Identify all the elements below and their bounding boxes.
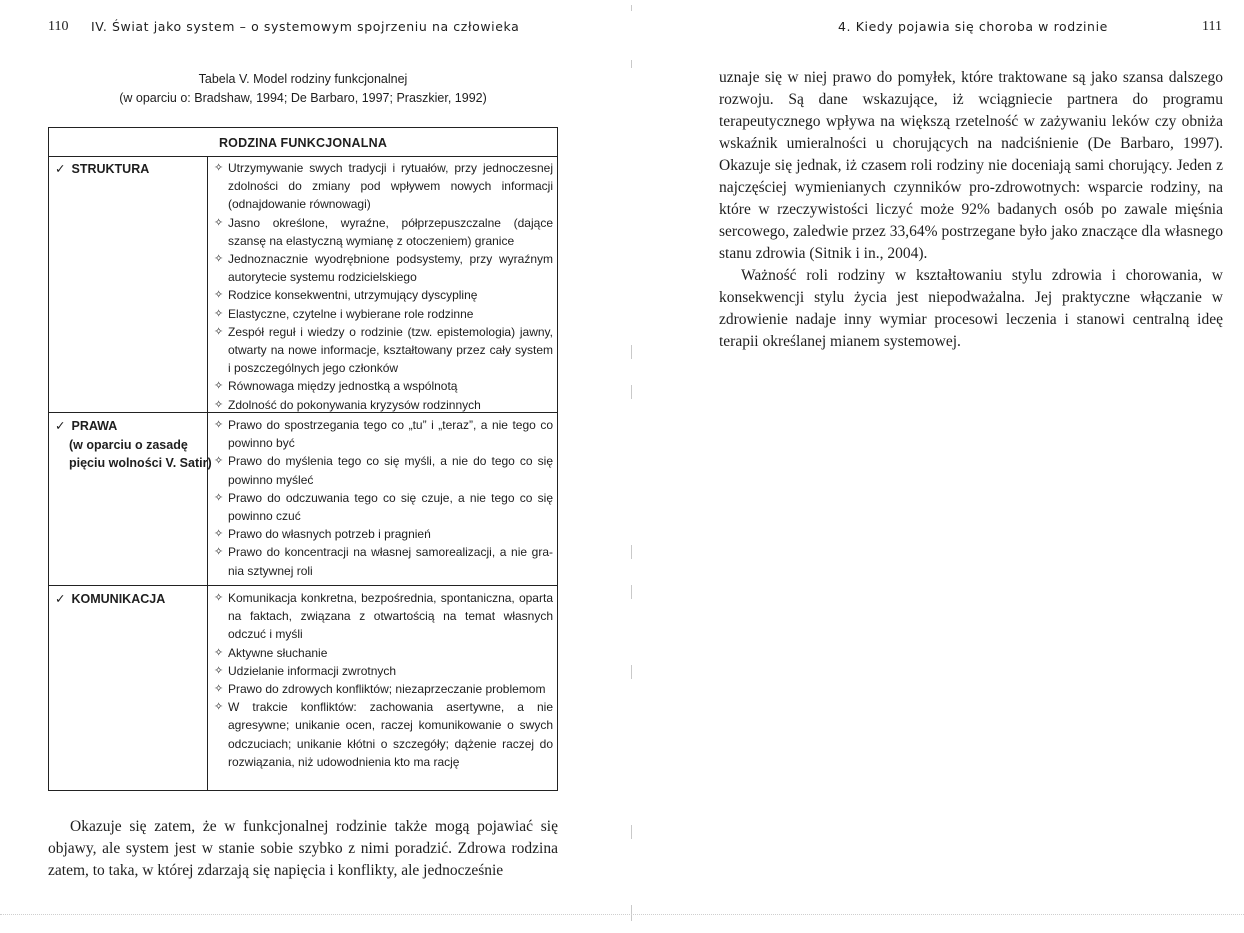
table-caption-title: Tabela V. Model rodziny funkcjonalnej (198, 72, 408, 86)
right-page-number: 111 (1202, 19, 1222, 34)
book-gutter (631, 0, 633, 933)
row-label-line: PRAWA (71, 419, 118, 433)
right-page-body (719, 67, 1223, 353)
right-page-paragraph-2: Ważność roli rodziny w kształtowaniu stylu zdrowia i chorowania, w konsekwencji stylu życia jest niepodważalna. Jej praktyczne włączanie w zdrowienie nadaje inny wymiar procesowi leczenia i stanowi centralną ideę terapii określanej mianem systemowej. (719, 267, 1223, 350)
diamond-bullet-icon: ✧ (214, 398, 224, 411)
table-caption (48, 70, 558, 108)
diamond-bullet-icon: ✧ (214, 491, 224, 504)
diamond-bullet-icon: ✧ (214, 664, 224, 677)
list-item: ✧ Jednoznacznie wyodrębnione podsystemy, przy wyraźnym autorytecie systemu rodzicielskiego (214, 252, 553, 285)
list-item: ✧ W trakcie konfliktów: zachowania asertywne, a nie agresywne; unikanie ocen, raczej komunikowanie o swych odczuciach; unikanie kłótni o szczegóły; dążenie raczej do rozwiązania, niż udowodnienia kto ma rację (214, 700, 553, 769)
list-item: ✧ Rodzice konsekwentni, utrzymujący dyscyplinę (214, 286, 553, 304)
diamond-bullet-icon: ✧ (214, 325, 224, 338)
diamond-bullet-icon: ✧ (214, 380, 224, 393)
list-item: ✧ Zdolność do pokonywania kryzysów rodzinnych (214, 396, 553, 414)
functional-family-table (48, 127, 558, 791)
table-row-struktura (49, 156, 557, 412)
list-item: ✧ Prawo do zdrowych konfliktów; niezaprzeczanie problemom (214, 680, 553, 698)
list-item: ✧ Prawo do koncentracji na własnej samorealizacji, a nie grania sztywnej roli (214, 545, 553, 578)
row-label-line: (w oparciu o zasadę (69, 437, 188, 452)
diamond-bullet-icon: ✧ (214, 253, 224, 266)
right-page-paragraph-1: uznaje się w niej prawo do pomyłek, które traktowane są jako szansa dalszego rozwoju. Są dane wskazujące, iż wciągniecie partnera do programu terapeutycznego wpływa na większą rzetelność w zażywaniu leków czy obniża wskaźnik umieralności u chorujących na nadciśnienie (De Barbaro, 1997). Okazuje się jednak, iż czasem roli rodziny nie doceniają sami chorujący. Jeden z najczęściej wymienianych czynników pro-zdrowotnych: wsparcie rodziny, na które w rzeczywistości liczyć może 92% badanych osób po zawale mięśnia sercowego, zaledwie przez 33,64% postrzegane było jako znaczące dla własnego stanu zdrowia (Sitnik i in., 2004). (719, 69, 1223, 262)
list-item: ✧ Komunikacja konkretna, bezpośrednia, spontaniczna, oparta na faktach, związana z otwartością na temat własnych odczuć i myśli (214, 591, 553, 642)
list-item: ✧ Prawo do odczuwania tego co się czuje, a nie tego co się powinno czuć (214, 490, 553, 524)
left-page-paragraph: Okazuje się zatem, że w funkcjonalnej rodzinie także mogą pojawiać się objawy, ale system jest w stanie sobie szybko z nimi poradzić. Zdrowa rodzina zatem, to taka, w której zdarzają się napięcia i konflikty, ale jednocześnie (48, 818, 558, 879)
list-item: ✧ Elastyczne, czytelne i wybierane role rodzinne (214, 305, 553, 323)
row-label (55, 417, 212, 473)
list-item: ✧ Aktywne słuchanie (214, 644, 553, 662)
diamond-bullet-icon: ✧ (214, 528, 224, 541)
diamond-bullet-icon: ✧ (214, 289, 224, 302)
row-label-line: KOMUNIKACJA (71, 592, 166, 606)
row-label (55, 590, 205, 609)
diamond-bullet-icon: ✧ (214, 162, 224, 174)
left-page-number: 110 (48, 19, 69, 34)
row-items (207, 156, 557, 412)
checkmark-icon: ✓ (55, 592, 66, 606)
page-bottom-edge (0, 914, 1244, 915)
checkmark-icon: ✓ (55, 419, 66, 433)
checkmark-icon: ✓ (55, 162, 66, 176)
diamond-bullet-icon: ✧ (214, 683, 224, 696)
row-label-line: pięciu wolności V. Satir) (69, 456, 212, 470)
list-item: ✧ Prawo do własnych potrzeb i pragnień (214, 525, 553, 543)
list-item: ✧ Udzielanie informacji zwrotnych (214, 662, 553, 680)
row-label-line: STRUKTURA (71, 162, 150, 176)
diamond-bullet-icon: ✧ (214, 701, 224, 714)
diamond-bullet-icon: ✧ (214, 592, 224, 604)
list-item: ✧ Zespół reguł i wiedzy o rodzinie (tzw. epistemologia) jawny, otwarty na nowe informacje, kształtowany przez cały system i poszczególnych jego członków (214, 324, 553, 376)
diamond-bullet-icon: ✧ (214, 455, 224, 468)
table-header: RODZINA FUNKCJONALNA (49, 128, 557, 157)
row-items (207, 413, 557, 585)
diamond-bullet-icon: ✧ (214, 216, 224, 229)
diamond-bullet-icon: ✧ (214, 646, 224, 659)
list-item: ✧ Prawo do spostrzegania tego co „tu” i „teraz”, a nie tego co powinno być (214, 418, 553, 451)
list-item: ✧ Równowaga między jednostką a wspólnotą (214, 377, 553, 395)
left-running-header: IV. Świat jako system – o systemowym spojrzeniu na człowieka (91, 19, 520, 34)
table-row-komunikacja (49, 585, 557, 790)
table-row-prawa (49, 412, 557, 585)
list-item: ✧ Prawo do myślenia tego co się myśli, a nie do tego co się powinno myśleć (214, 454, 553, 487)
row-items (207, 586, 557, 790)
table-caption-sources: (w oparciu o: Bradshaw, 1994; De Barbaro, 1997; Praszkier, 1992) (119, 91, 487, 105)
diamond-bullet-icon: ✧ (214, 546, 224, 559)
list-item: ✧ Jasno określone, wyraźne, półprzepuszczalne (dające szansę na elastyczną wymianę z otoczeniem) granice (214, 215, 553, 248)
row-label (55, 160, 205, 179)
diamond-bullet-icon: ✧ (214, 307, 224, 320)
list-item: ✧ Utrzymywanie swych tradycji i rytuałów, przy jednoczesnej zdolności do zmiany pod wpływem nowych informacji (odnajdowanie równowagi) (214, 161, 553, 212)
diamond-bullet-icon: ✧ (214, 419, 224, 431)
right-running-header: 4. Kiedy pojawia się choroba w rodzinie (838, 19, 1108, 34)
